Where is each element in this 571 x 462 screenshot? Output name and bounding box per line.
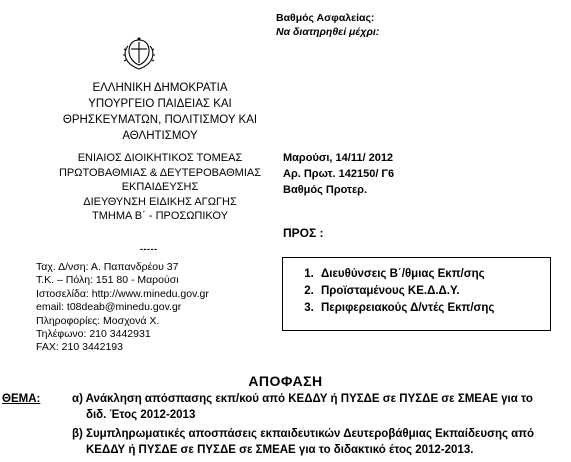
recipients-list — [301, 266, 550, 317]
org-line: ΘΡΗΣΚΕΥΜΑΤΩΝ, ΠΟΛΙΤΙΣΜΟΥ ΚΑΙ — [62, 114, 258, 126]
document-info — [283, 150, 394, 198]
contact-person: Πληροφορίες: Μοσχονά Χ. — [36, 314, 160, 327]
separator: ----- — [140, 244, 158, 254]
dept-line: ΔΙΕΥΘΥΝΣΗ ΕΙΔΙΚΗΣ ΑΓΩΓΗΣ — [83, 195, 237, 208]
document-date: Μαρούσι, 14/11/ 2012 — [283, 152, 394, 164]
dept-line: ΕΚΠΑΙΔΕΥΣΗΣ — [121, 181, 199, 193]
recipient-item: 2. Προϊσταμένους ΚΕ.Δ.Δ.Υ. — [317, 283, 550, 300]
org-line: ΑΘΛΗΤΙΣΜΟΥ — [122, 130, 198, 142]
greek-coat-of-arms-icon — [121, 36, 157, 72]
contact-fax: FAX: 210 3442193 — [36, 341, 123, 354]
subject-item-a-continued: διδ. Έτος 2012-2013 — [86, 408, 196, 421]
decision-title: ΑΠΟΦΑΣΗ — [248, 373, 323, 389]
contact-phone: Τηλέφωνο: 210 3442931 — [36, 328, 151, 341]
security-classification-label: Βαθμός Ασφαλείας: — [276, 12, 375, 24]
security-classification-block — [276, 11, 379, 39]
priority-label: Βαθμός Προτερ. — [283, 184, 368, 196]
contact-postal: Τ.Κ. – Πόλη: 151 80 - Μαρούσι — [36, 274, 179, 287]
contact-email[interactable]: email: t08deab@minedu.gov.gr — [36, 301, 182, 314]
retention-label: Να διατηρηθεί μέχρι: — [276, 26, 380, 38]
department-header — [40, 151, 280, 224]
subject-item-a: α) Ανάκληση απόσπασης εκπ/κού από ΚΕΔΔΥ ή ΠΥΣΔΕ σε ΠΥΣΔΕ σε ΣΜΕΑΕ για το — [72, 393, 533, 405]
dept-line: ΤΜΗΜΑ Β΄ - ΠΡΟΣΩΠΙΚΟΥ — [92, 210, 228, 222]
subject-item-b: β) Συμπληρωματικές αποσπάσεις εκπαιδευτικών Δευτεροβάθμιας Εκπαίδευσης από — [72, 428, 535, 440]
dept-line: ΠΡΩΤΟΒΑΘΜΙΑΣ & ΔΕΥΤΕΡΟΒΑΘΜΙΑΣ — [58, 166, 262, 179]
subject-label: ΘΕΜΑ: — [2, 393, 41, 405]
recipients-box — [282, 257, 551, 331]
recipients-label: ΠΡΟΣ : — [283, 226, 324, 240]
org-line: ΕΛΛΗΝΙΚΗ ΔΗΜΟΚΡΑΤΙΑ — [92, 82, 228, 94]
subject-item-b-continued: ΚΕΔΔΥ ή ΠΥΣΔΕ σε ΠΥΣΔΕ σε ΣΜΕΑΕ για το διδακτικό έτος 2012-2013. — [86, 443, 474, 456]
recipient-item: 1. Διευθύνσεις Β΄/θμιας Εκπ/σης — [317, 266, 550, 283]
protocol-number: Αρ. Πρωτ. 142150/ Γ6 — [283, 168, 395, 180]
recipient-item: 3. Περιφερειακούς Δ/ντές Εκπ/σης — [317, 300, 550, 317]
contact-website[interactable]: Ιστοσελίδα: http://www.minedu.gov.gr — [36, 287, 209, 300]
org-line: ΥΠΟΥΡΓΕΙΟ ΠΑΙΔΕΙΑΣ ΚΑΙ — [88, 98, 232, 110]
contact-address: Ταχ. Δ/νση: Α. Παπανδρέου 37 — [36, 261, 179, 273]
organization-header — [60, 80, 260, 144]
contact-info — [36, 261, 209, 355]
dept-line: ΕΝΙΑΙΟΣ ΔΙΟΙΚΗΤΙΚΟΣ ΤΟΜΕΑΣ — [77, 152, 243, 164]
